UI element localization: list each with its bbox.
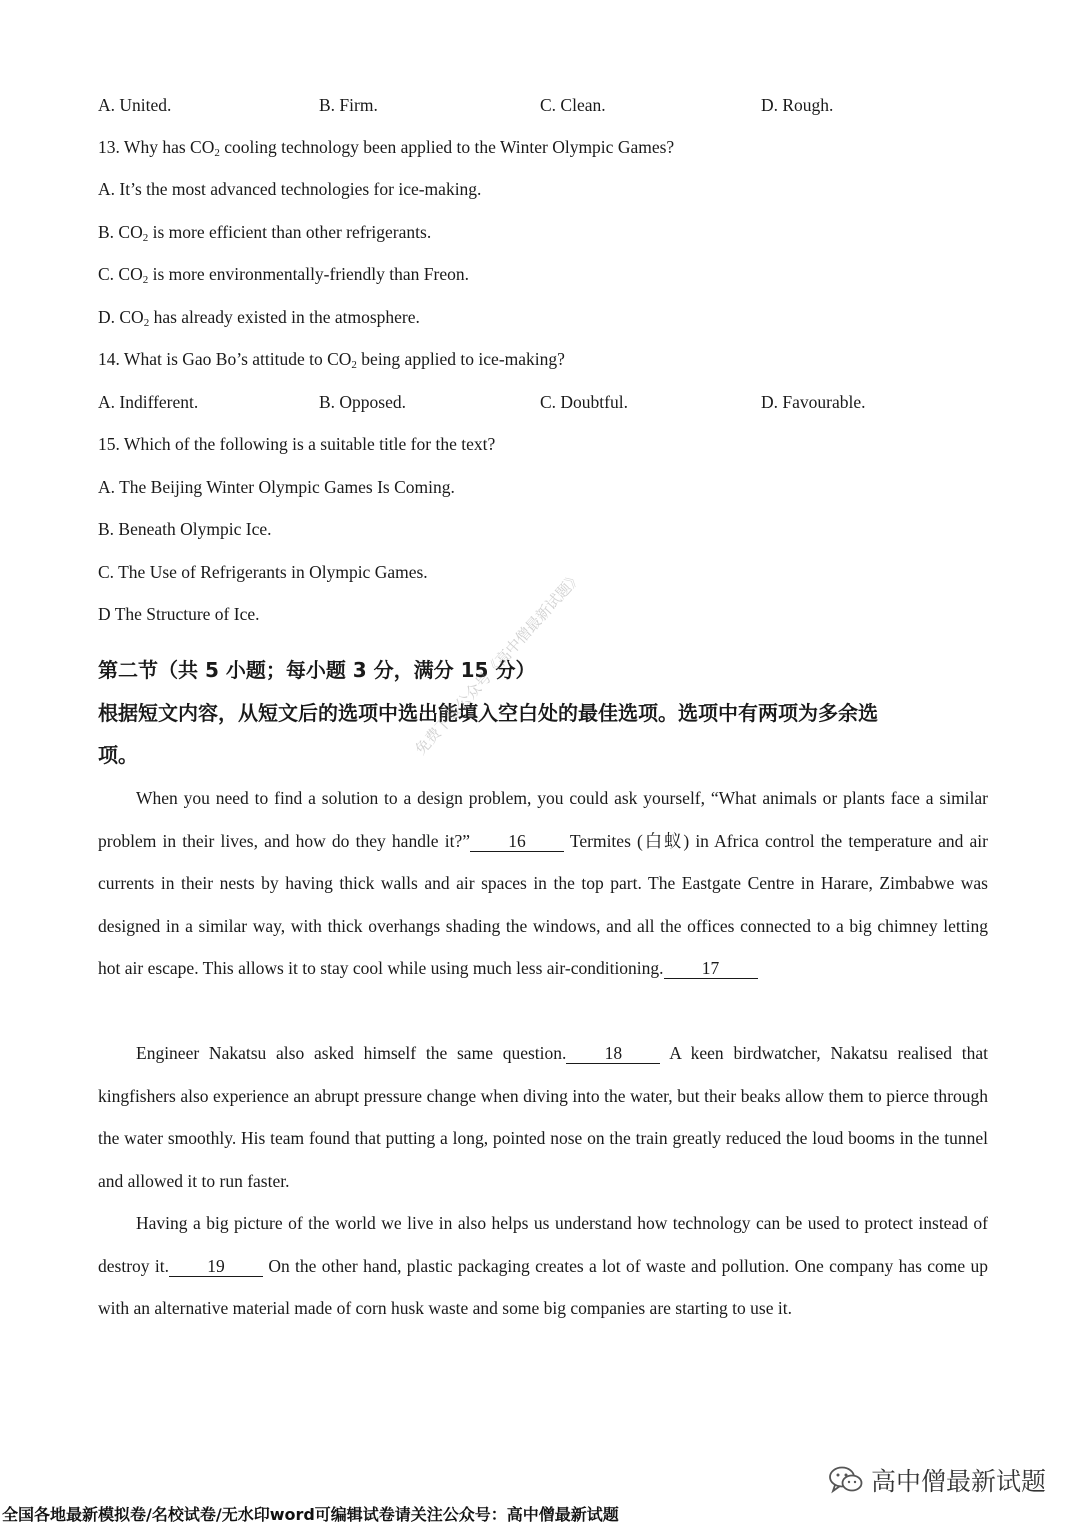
- q13-option-d: D. $CO_2$ has already existed in the atmosphere.: [98, 307, 420, 329]
- section-instruction-line2: 项。: [98, 743, 138, 767]
- q12-option-c: C. Clean.: [540, 95, 606, 115]
- footer-brand-name: 高中僧最新试题: [870, 1467, 1046, 1496]
- blank-17: 17: [664, 958, 758, 979]
- wechat-icon: [829, 1466, 863, 1494]
- q13-stem: 13. Why has $CO_2$ cooling technology been applied to the Winter Olympic Games?: [98, 137, 675, 159]
- q14-option-a: A. Indifferent.: [98, 392, 199, 412]
- q14-option-c: C. Doubtful.: [540, 392, 628, 412]
- section-heading: 第二节（共 5 小题；每小题 3 分，满分 15 分）: [98, 658, 536, 682]
- q13-option-a: A. It’s the most advanced technologies for ice-making.: [98, 179, 482, 199]
- q13-option-b: B. $CO_2$ is more efficient than other refrigerants.: [98, 222, 432, 244]
- watermark: 免费下载公众号《高中僧最新试题》: [411, 567, 586, 759]
- q15-option-b: B. Beneath Olympic Ice.: [98, 519, 272, 539]
- passage-paragraph-1: When you need to find a solution to a design problem, you could ask yourself, “What animals or plants face a similar problem in their lives, and how do they handle it?” 16 Termites (白蚁) in Africa control the temperature and air currents in their nests by having thick walls and air spaces in the top part. The Eastgate Centre in Harare, Zimbabwe was designed in a similar way, with thick overhangs shading the windows, and all the offices connected to a big chimney letting hot air escape. This allows it to stay cool while using much less air-conditioning. 17: [98, 788, 988, 978]
- blank-19: 19: [169, 1256, 263, 1277]
- footer-notice: 全国各地最新模拟卷/名校试卷/无水印word可编辑试卷请关注公众号：高中僧最新试题: [2, 1505, 619, 1524]
- q14-option-d: D. Favourable.: [761, 392, 866, 412]
- section-instruction-line1: 根据短文内容，从短文后的选项中选出能填入空白处的最佳选项。选项中有两项为多余选: [98, 701, 878, 725]
- q15-option-d: D The Structure of Ice.: [98, 604, 260, 624]
- q12-option-a: A. United.: [98, 95, 172, 115]
- passage-paragraph-2: Engineer Nakatsu also asked himself the same question. 18 A keen birdwatcher, Nakatsu realised that kingfishers also experience an abrupt pressure change when diving into the water, but their beaks allow them to pierce through the water smoothly. His team found that putting a long, pointed nose on the train greatly reduced the loud booms in the tunnel and allowed it to run faster.: [98, 1043, 988, 1191]
- q14-option-b: B. Opposed.: [319, 392, 407, 412]
- q12-option-b: B. Firm.: [319, 95, 378, 115]
- q13-option-c: C. $CO_2$ is more environmentally-friendly than Freon.: [98, 264, 469, 286]
- q15-stem: 15. Which of the following is a suitable title for the text?: [98, 434, 496, 454]
- q14-stem: 14. What is Gao Bo’s attitude to $CO_2$ being applied to ice-making?: [98, 349, 565, 371]
- blank-18: 18: [566, 1043, 660, 1064]
- blank-16: 16: [470, 831, 564, 852]
- q15-option-a: A. The Beijing Winter Olympic Games Is Coming.: [98, 477, 455, 497]
- q12-option-d: D. Rough.: [761, 95, 834, 115]
- q15-option-c: C. The Use of Refrigerants in Olympic Games.: [98, 562, 428, 582]
- passage-paragraph-3: Having a big picture of the world we live in also helps us understand how technology can be used to protect instead of destroy it. 19 On the other hand, plastic packaging creates a lot of waste and pollution. One company has come up with an alternative material made of corn husk waste and some big companies are starting to use it.: [98, 1213, 988, 1318]
- footer-brand: [829, 1462, 1046, 1498]
